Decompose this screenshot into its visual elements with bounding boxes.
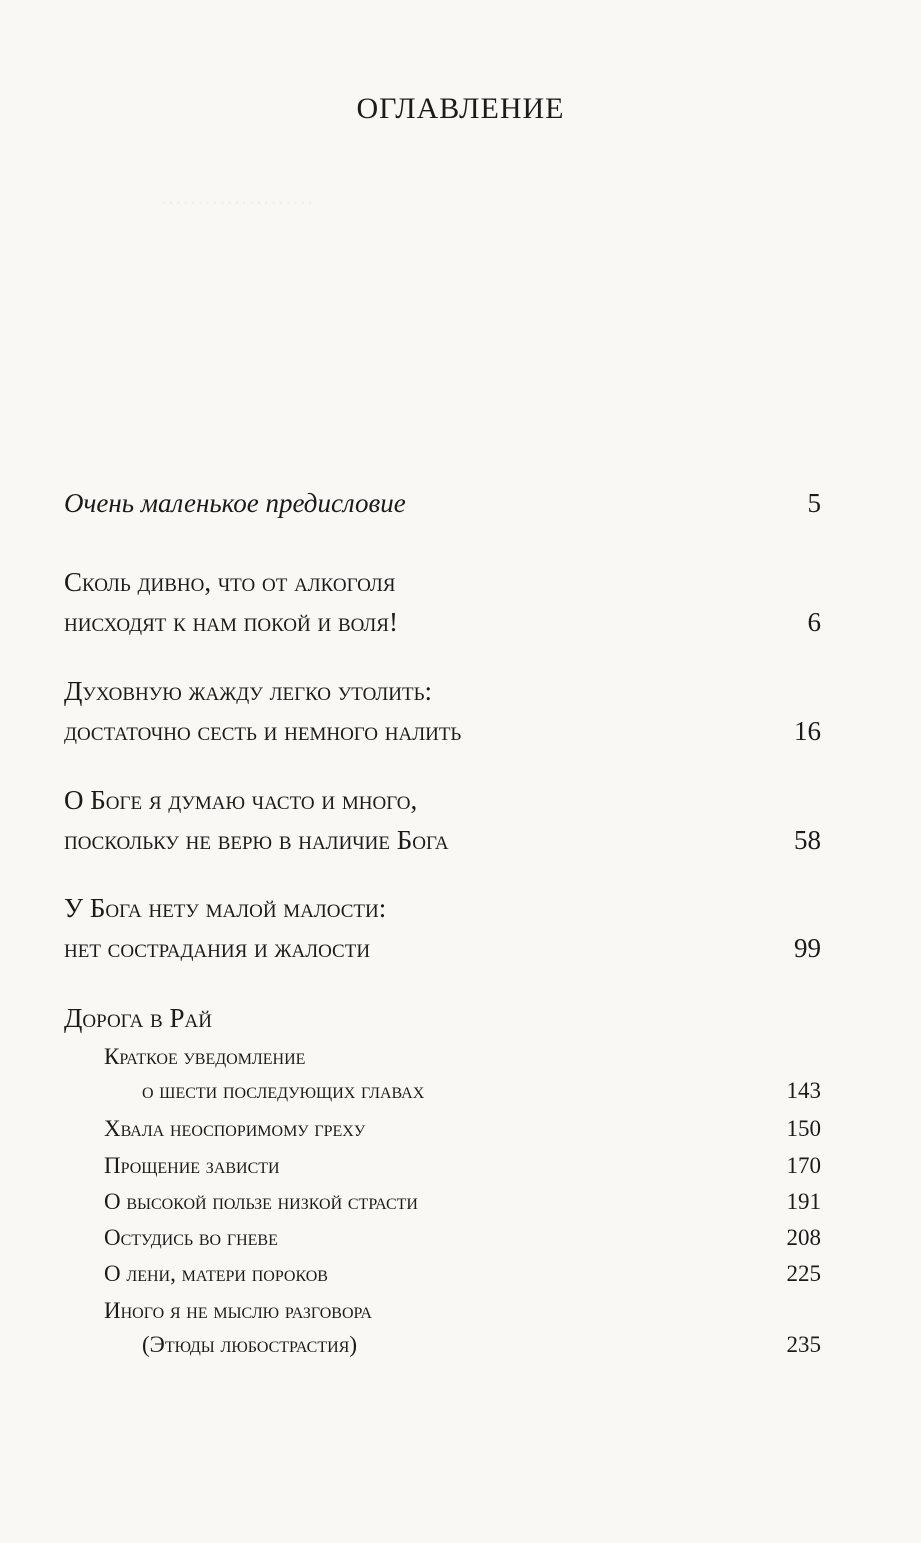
toc-entry-title-line: О лени, матери пороков xyxy=(104,1261,328,1286)
toc-entry-title-line: поскольку не верю в наличие Бога xyxy=(64,825,449,855)
toc-page-number: 143 xyxy=(786,1078,821,1103)
toc-entry-title-line: Сколь дивно, что от алкоголя xyxy=(64,567,396,597)
toc-entry-title-line: достаточно сесть и немного налить xyxy=(64,716,462,746)
toc-page-number: 208 xyxy=(786,1225,821,1250)
toc-page-number: 99 xyxy=(794,933,821,963)
toc-entry-title-line: Остудись во гневе xyxy=(104,1225,278,1250)
toc-entry-title-line: Хвала неоспоримому греху xyxy=(104,1116,366,1141)
page-title: ОГЛАВЛЕНИЕ xyxy=(356,92,565,125)
toc-entry-title: Очень маленькое предисловие xyxy=(64,488,406,518)
toc-entry-title-line: Краткое уведомление xyxy=(104,1044,306,1069)
toc-entry-mercy[interactable] xyxy=(64,888,821,968)
toc-page-number: 16 xyxy=(794,716,821,746)
toc-page-number: 150 xyxy=(786,1116,821,1141)
toc-entry-title-line: о шести последующих главах xyxy=(142,1078,425,1103)
toc-entry-title-line: нисходят к нам покой и воля! xyxy=(64,607,398,637)
toc-subentry-sin[interactable] xyxy=(104,1112,821,1146)
toc-subentry-passion[interactable] xyxy=(104,1185,821,1219)
toc-entry-title-line: У Бога нету малой малости: xyxy=(64,893,387,923)
toc-section-title: Дорога в Рай xyxy=(64,1003,212,1033)
toc-page-number: 6 xyxy=(807,607,821,637)
toc-entry-alcohol[interactable] xyxy=(64,562,821,642)
toc-page-number: 5 xyxy=(807,488,821,518)
toc-subentry-anger[interactable] xyxy=(104,1221,821,1255)
toc-entry-thirst[interactable] xyxy=(64,671,821,751)
toc-entry-title-line: О Боге я думаю часто и много, xyxy=(64,785,418,815)
toc-subentry-lust[interactable] xyxy=(104,1294,821,1362)
toc-subentry-notice[interactable] xyxy=(104,1040,821,1108)
toc-entry-title-line: (Этюды любострастия) xyxy=(142,1332,357,1357)
toc-section-road-to-paradise[interactable] xyxy=(64,998,821,1038)
toc-entry-preface[interactable] xyxy=(64,483,821,523)
toc-entry-god[interactable] xyxy=(64,780,821,860)
toc-entry-title-line: Иного я не мыслю разговора xyxy=(104,1298,372,1323)
toc-page-number: 58 xyxy=(794,825,821,855)
toc-page-number: 235 xyxy=(786,1332,821,1357)
toc-page-number: 170 xyxy=(786,1153,821,1178)
toc-entry-title-line: О высокой пользе низкой страсти xyxy=(104,1189,418,1214)
toc-subentry-envy[interactable] xyxy=(104,1149,821,1183)
toc-subentry-sloth[interactable] xyxy=(104,1257,821,1291)
show-through-text: ····················· xyxy=(160,190,314,215)
toc-entry-title-line: Прощение зависти xyxy=(104,1153,280,1178)
toc-entry-title-line: Духовную жажду легко утолить: xyxy=(64,676,432,706)
toc-entry-title-line: нет сострадания и жалости xyxy=(64,933,371,963)
toc-page-number: 225 xyxy=(786,1261,821,1286)
toc-page-number: 191 xyxy=(786,1189,821,1214)
